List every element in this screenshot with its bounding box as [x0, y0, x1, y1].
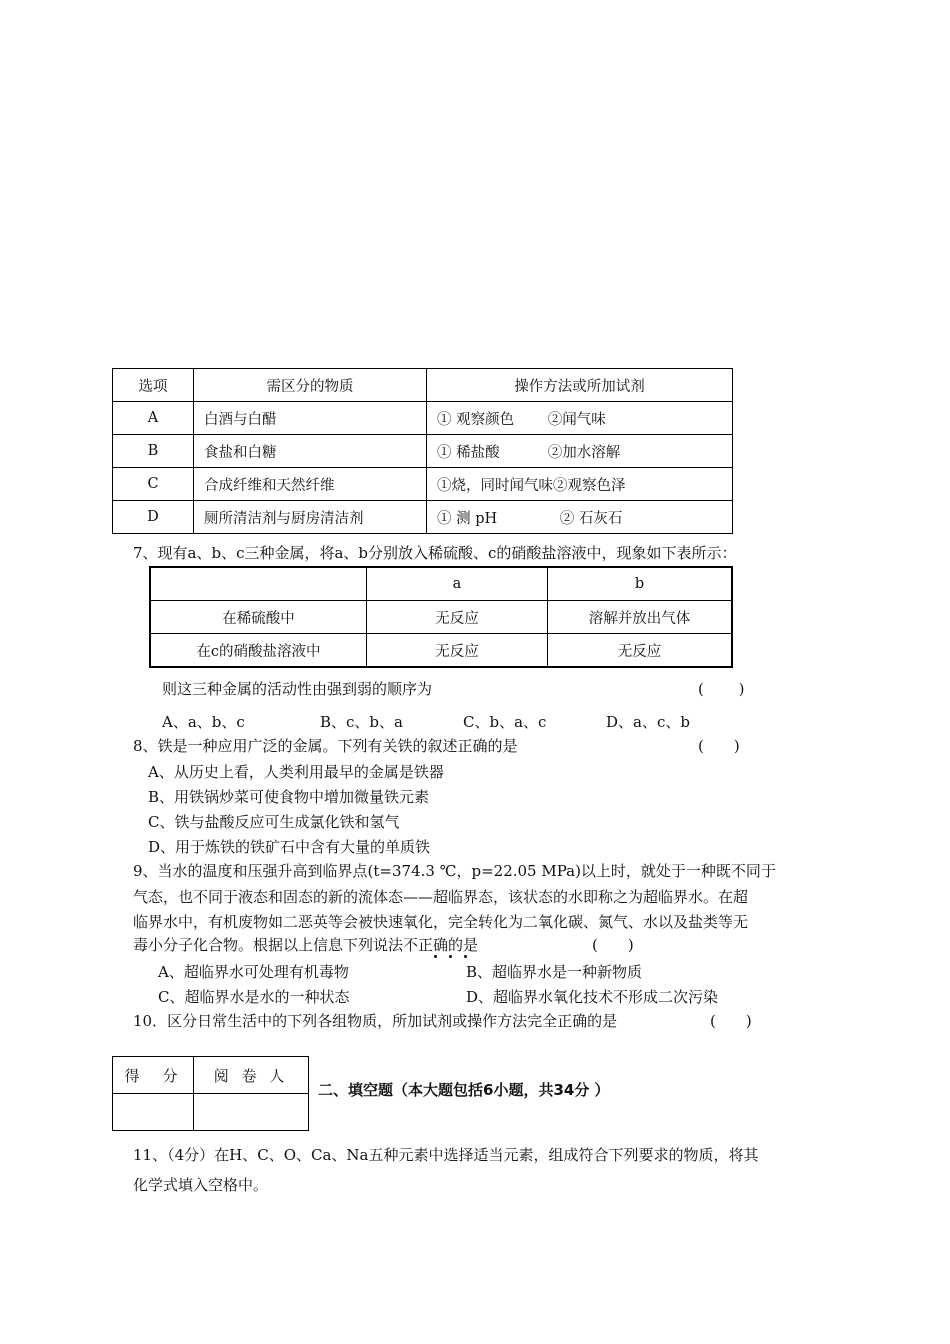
q9-option-b: B、超临界水是一种新物质	[466, 963, 643, 981]
substance-cell: 厕所清洁剂与厨房清洁剂	[194, 501, 427, 534]
q8-option-b: B、用铁锅炒菜可使食物中增加微量铁元素	[148, 788, 430, 806]
section-2-title: 二、填空题（本大题包括6小题，共34分 ）	[318, 1081, 610, 1099]
q9-line-2: 气态，也不同于液态和固态的新的流体态——超临界态，该状态的水即称之为超临界水。在超	[133, 888, 749, 906]
result-a-cell: 无反应	[367, 601, 548, 634]
score-box	[112, 1056, 309, 1131]
q9-option-d: D、超临界水氧化技术不形成二次污染	[466, 988, 719, 1006]
q8-option-d: D、用于炼铁的铁矿石中含有大量的单质铁	[148, 838, 431, 856]
q7-answer-bracket: ( )	[698, 680, 745, 698]
q8-stem: 8、铁是一种应用广泛的金属。下列有关铁的叙述正确的是	[133, 737, 518, 755]
q11-line-1: 11、（4分）在H、C、O、Ca、Na五种元素中选择适当元素，组成符合下列要求的物质，将其	[133, 1146, 759, 1164]
score-box-header	[113, 1057, 309, 1094]
q7-table	[149, 566, 733, 668]
score-box-fields	[113, 1094, 309, 1131]
result-a-cell: 无反应	[367, 634, 548, 668]
emphasis-dot	[464, 955, 467, 958]
method-cell: ① 观察颜色 ②闻气味	[427, 402, 733, 435]
table-row	[113, 435, 733, 468]
q11-line-2: 化学式填入空格中。	[133, 1176, 269, 1194]
option-cell: D	[113, 501, 194, 534]
table-row	[150, 634, 732, 668]
table-header-cell: b	[548, 567, 733, 601]
table-header-row	[150, 567, 732, 601]
score-label: 得 分	[113, 1057, 194, 1094]
substance-cell: 食盐和白糖	[194, 435, 427, 468]
q7-option-c: C、b、a、c	[463, 713, 547, 731]
q9-answer-bracket: ( )	[592, 936, 634, 954]
q9-option-c: C、超临界水是水的一种状态	[158, 988, 350, 1006]
q8-option-c: C、铁与盐酸反应可生成氯化铁和氢气	[148, 813, 400, 831]
substance-cell: 白酒与白醋	[194, 402, 427, 435]
q10-stem: 10．区分日常生活中的下列各组物质，所加试剂或操作方法完全正确的是	[133, 1012, 618, 1030]
substance-cell: 合成纤维和天然纤维	[194, 468, 427, 501]
q6-table	[112, 368, 733, 534]
grader-label: 阅 卷 人	[194, 1057, 309, 1094]
method-cell: ① 稀盐酸 ②加水溶解	[427, 435, 733, 468]
q7-question: 则这三种金属的活动性由强到弱的顺序为	[162, 680, 433, 698]
option-cell: B	[113, 435, 194, 468]
option-cell: A	[113, 402, 194, 435]
table-header-cell: 需区分的物质	[194, 369, 427, 402]
table-row	[113, 402, 733, 435]
method-cell: ①烧，同时闻气味②观察色泽	[427, 468, 733, 501]
table-row	[113, 501, 733, 534]
table-row	[113, 468, 733, 501]
table-header-row	[113, 369, 733, 402]
q7-stem: 7、现有a、b、c三种金属，将a、b分别放入稀硫酸、c的硝酸盐溶液中，现象如下表所示：	[133, 544, 737, 562]
q9-line-4: 毒小分子化合物。根据以上信息下列说法不正确的是	[133, 936, 479, 954]
emphasis-dot	[434, 955, 437, 958]
table-header-cell: 选项	[113, 369, 194, 402]
table-header-cell: 操作方法或所加试剂	[427, 369, 733, 402]
condition-cell: 在稀硫酸中	[150, 601, 367, 634]
method-cell: ① 测 pH ② 石灰石	[427, 501, 733, 534]
q7-option-a: A、a、b、c	[162, 713, 245, 731]
score-field[interactable]	[113, 1094, 194, 1131]
q10-answer-bracket: ( )	[710, 1012, 752, 1030]
q8-option-a: A、从历史上看，人类利用最早的金属是铁器	[148, 763, 444, 781]
q9-option-a: A、超临界水可处理有机毒物	[158, 963, 349, 981]
q9-line-3: 临界水中，有机废物如二恶英等会被快速氧化，完全转化为二氧化碳、氮气、水以及盐类等无	[133, 913, 749, 931]
result-b-cell: 溶解并放出气体	[548, 601, 733, 634]
table-header-cell: a	[367, 567, 548, 601]
option-cell: C	[113, 468, 194, 501]
q7-option-d: D、a、c、b	[606, 713, 690, 731]
q8-answer-bracket: ( )	[698, 737, 740, 755]
table-header-cell	[150, 567, 367, 601]
condition-cell: 在c的硝酸盐溶液中	[150, 634, 367, 668]
grader-field[interactable]	[194, 1094, 309, 1131]
result-b-cell: 无反应	[548, 634, 733, 668]
q9-line-1: 9、当水的温度和压强升高到临界点(t=374.3 ℃，p=22.05 MPa)以上时，就处于一种既不同于	[133, 862, 776, 880]
table-row	[150, 601, 732, 634]
emphasis-dot	[449, 955, 452, 958]
q7-option-b: B、c、b、a	[320, 713, 403, 731]
